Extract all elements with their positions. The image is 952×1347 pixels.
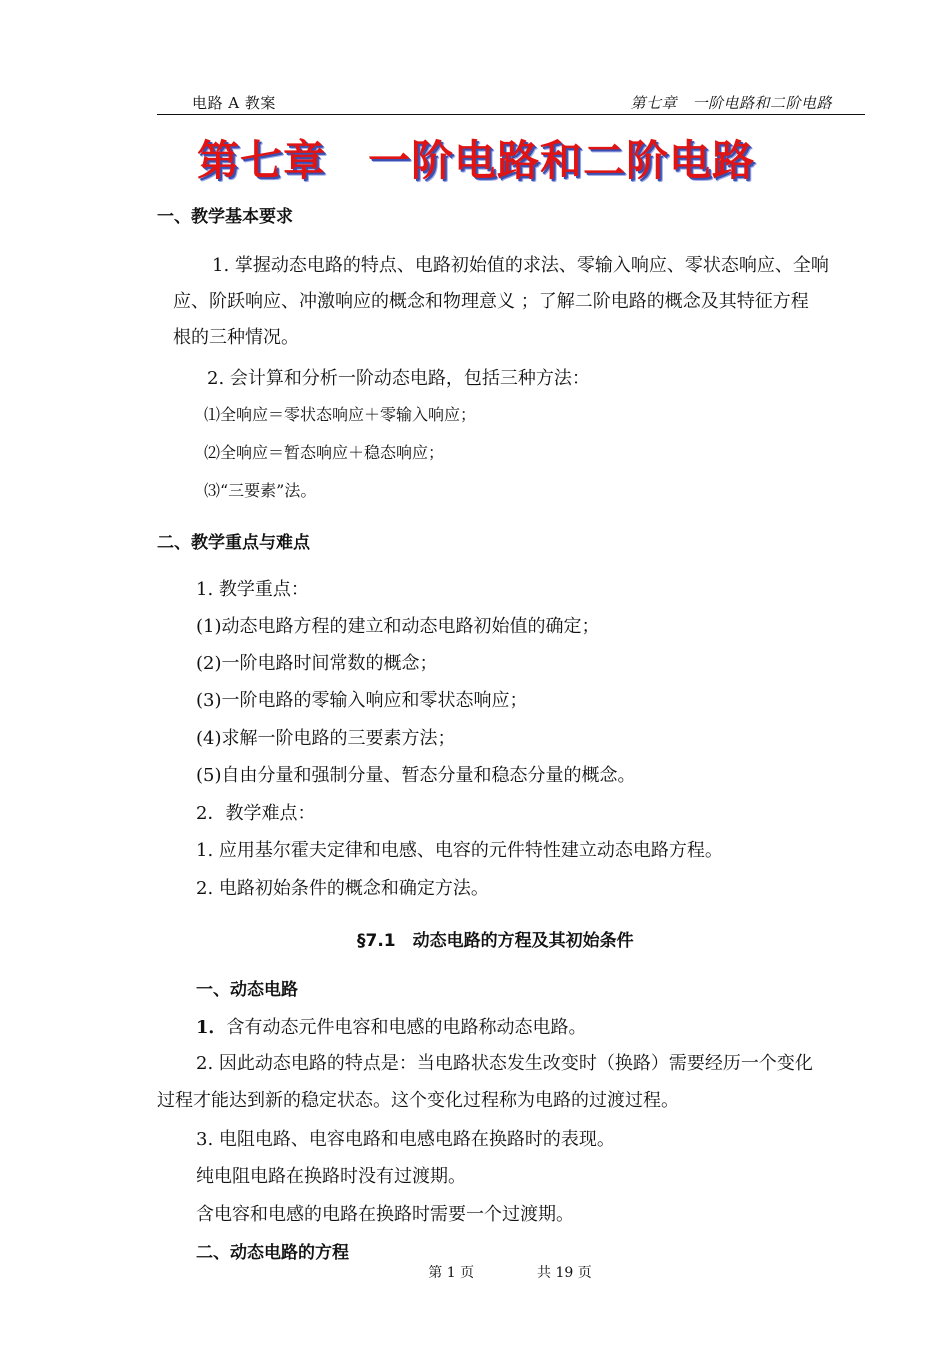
chapter-title-text: 一阶电路和二阶电路 (368, 136, 756, 185)
list-item: (4)求解一阶电路的三要素方法； (196, 728, 456, 749)
subsection-heading-equations: 二、动态电路的方程 (196, 1243, 349, 1263)
running-header-right: 第七章 一阶电路和二阶电路 (630, 94, 832, 112)
subheading-difficulties: 2．教学难点： (196, 803, 316, 824)
paragraph-line (196, 1013, 587, 1039)
subsection-heading-dynamic-circuit: 一、动态电路 (196, 980, 298, 1000)
paragraph-line: 过程才能达到新的稳定状态。这个变化过程称为电路的过渡过程。 (157, 1090, 679, 1111)
list-item: (2)一阶电路时间常数的概念； (196, 653, 438, 674)
page-footer (0, 1262, 952, 1282)
item-text: 含有动态元件电容和电感的电路称动态电路。 (226, 1017, 587, 1038)
paragraph-line: 含电容和电感的电路在换路时需要一个过渡期。 (196, 1204, 574, 1225)
subheading-key-points: 1. 教学重点： (196, 579, 309, 600)
page-number: 第 1 页 (428, 1265, 475, 1281)
running-header-left: 电路 A 教案 (192, 94, 276, 112)
page-total: 共 19 页 (537, 1265, 592, 1281)
method-item: ⑵全响应＝暂态响应＋稳态响应； (204, 443, 445, 462)
paragraph-line: 纯电阻电路在换路时没有过渡期。 (196, 1166, 466, 1187)
chapter-title (0, 128, 952, 188)
section-heading-7-1: §7.1 动态电路的方程及其初始条件 (357, 931, 634, 951)
paragraph-line: 应、阶跃响应、冲激响应的概念和物理意义 ；了解二阶电路的概念及其特征方程 (173, 291, 809, 312)
paragraph-line: 2. 因此动态电路的特点是：当电路状态发生改变时（换路）需要经历一个变化 (196, 1053, 813, 1074)
method-item: ⑴全响应＝零状态响应＋零输入响应； (204, 405, 477, 424)
paragraph-line: 3. 电阻电路、电容电路和电感电路在换路时的表现。 (196, 1129, 615, 1150)
method-item: ⑶“三要素”法。 (204, 481, 317, 500)
header-rule (157, 114, 865, 115)
section-heading-key-points: 二、教学重点与难点 (157, 533, 310, 553)
paragraph-line: 根的三种情况。 (173, 327, 299, 348)
item-number: 1． (196, 1017, 227, 1038)
paragraph-line: 1. 掌握动态电路的特点、电路初始值的求法、零输入响应、零状态响应、全响 (212, 255, 829, 276)
paragraph-line: 2. 会计算和分析一阶动态电路，包括三种方法： (207, 368, 590, 389)
list-item: (1)动态电路方程的建立和动态电路初始值的确定； (196, 616, 600, 637)
list-item: 2. 电路初始条件的概念和确定方法。 (196, 878, 489, 899)
list-item: (5)自由分量和强制分量、暂态分量和稳态分量的概念。 (196, 765, 636, 786)
list-item: 1. 应用基尔霍夫定律和电感、电容的元件特性建立动态电路方程。 (196, 840, 723, 861)
section-heading-requirements: 一、教学基本要求 (157, 207, 293, 227)
list-item: (3)一阶电路的零输入响应和零状态响应； (196, 690, 528, 711)
chapter-title-number: 第七章 (196, 136, 326, 185)
